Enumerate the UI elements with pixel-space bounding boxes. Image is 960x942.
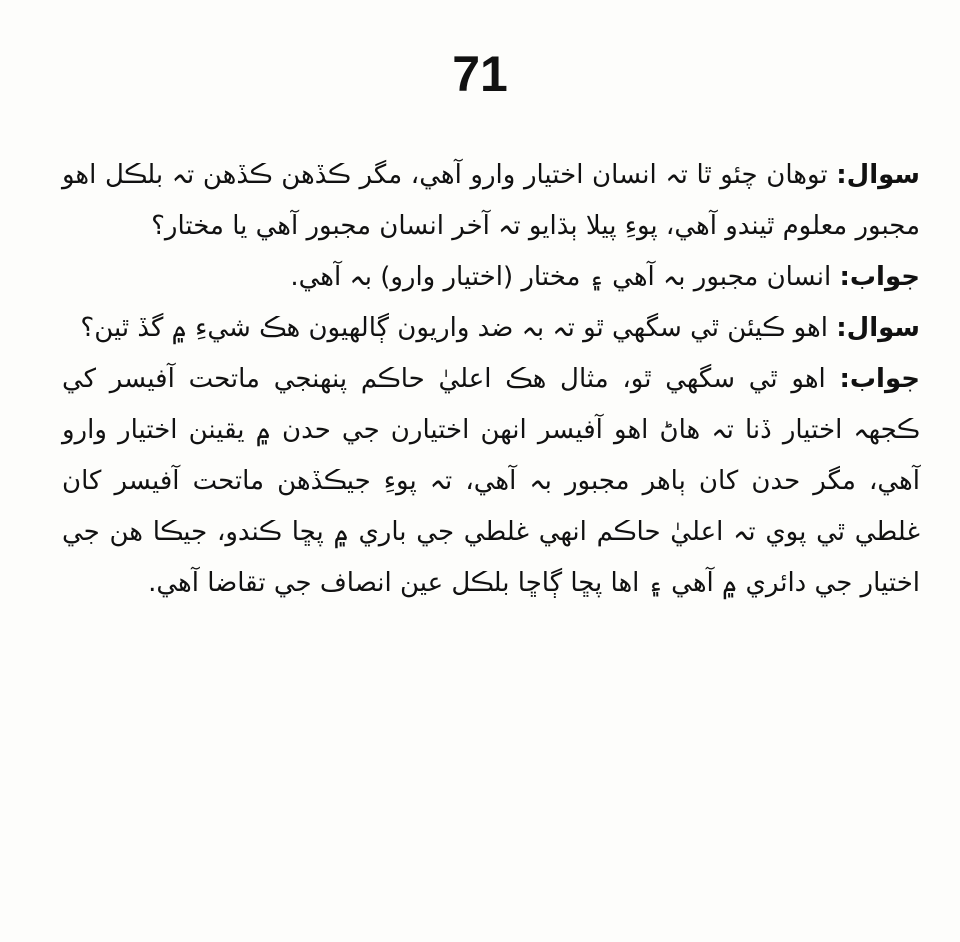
- answer-label: جواب:: [839, 364, 920, 394]
- answer-paragraph: [62, 354, 920, 609]
- answer-text: انسان مجبور بہ آهي ۽ مختار (اختيار وارو) بہ آهي.: [290, 262, 832, 292]
- question-paragraph: [62, 150, 920, 252]
- question-label: سوال:: [836, 160, 921, 190]
- question-text: اهو ڪيئن ٿي سگهي ٿو تہ بہ ضد واريون ڳالهيون هڪ شيءِ ۾ گڏ ٿين؟: [80, 313, 828, 343]
- answer-label: جواب:: [839, 262, 920, 292]
- question-text: توهان چئو ٿا تہ انسان اختيار وارو آهي، مگر ڪڏهن ڪڏهن تہ بلڪل اهو مجبور معلوم ٿيندو آهي، پوءِ پيلا ٻڌايو تہ آخر انسان مجبور آهي يا مختار؟: [62, 160, 920, 241]
- question-label: سوال:: [836, 313, 920, 343]
- answer-text: اهو ٿي سگهي ٿو، مثال هڪ اعليٰ حاڪم پنهنجي ماتحت آفيسر کي ڪجهہ اختيار ڏنا تہ هاڻ اهو آفيسر انهن اختيارن جي حدن ۾ يقينن اختيار وارو آهي، مگر حدن کان ٻاهر مجبور بہ آهي، تہ پوءِ جيڪڏهن ماتحت آفيسر کان غلطي ٿي پوي تہ اعليٰ حاڪم انهي غلطي جي باري ۾ پڇا ڪندو، جيڪا هن جي اختيار جي دائري ۾ آهي ۽ اها پڇا ڳاڇا بلڪل عين انصاف جي تقاضا آهي.: [62, 364, 920, 598]
- question-paragraph: [62, 303, 920, 354]
- page-number: 71: [452, 46, 508, 102]
- answer-paragraph: [62, 252, 920, 303]
- qa-text-body: [62, 150, 920, 609]
